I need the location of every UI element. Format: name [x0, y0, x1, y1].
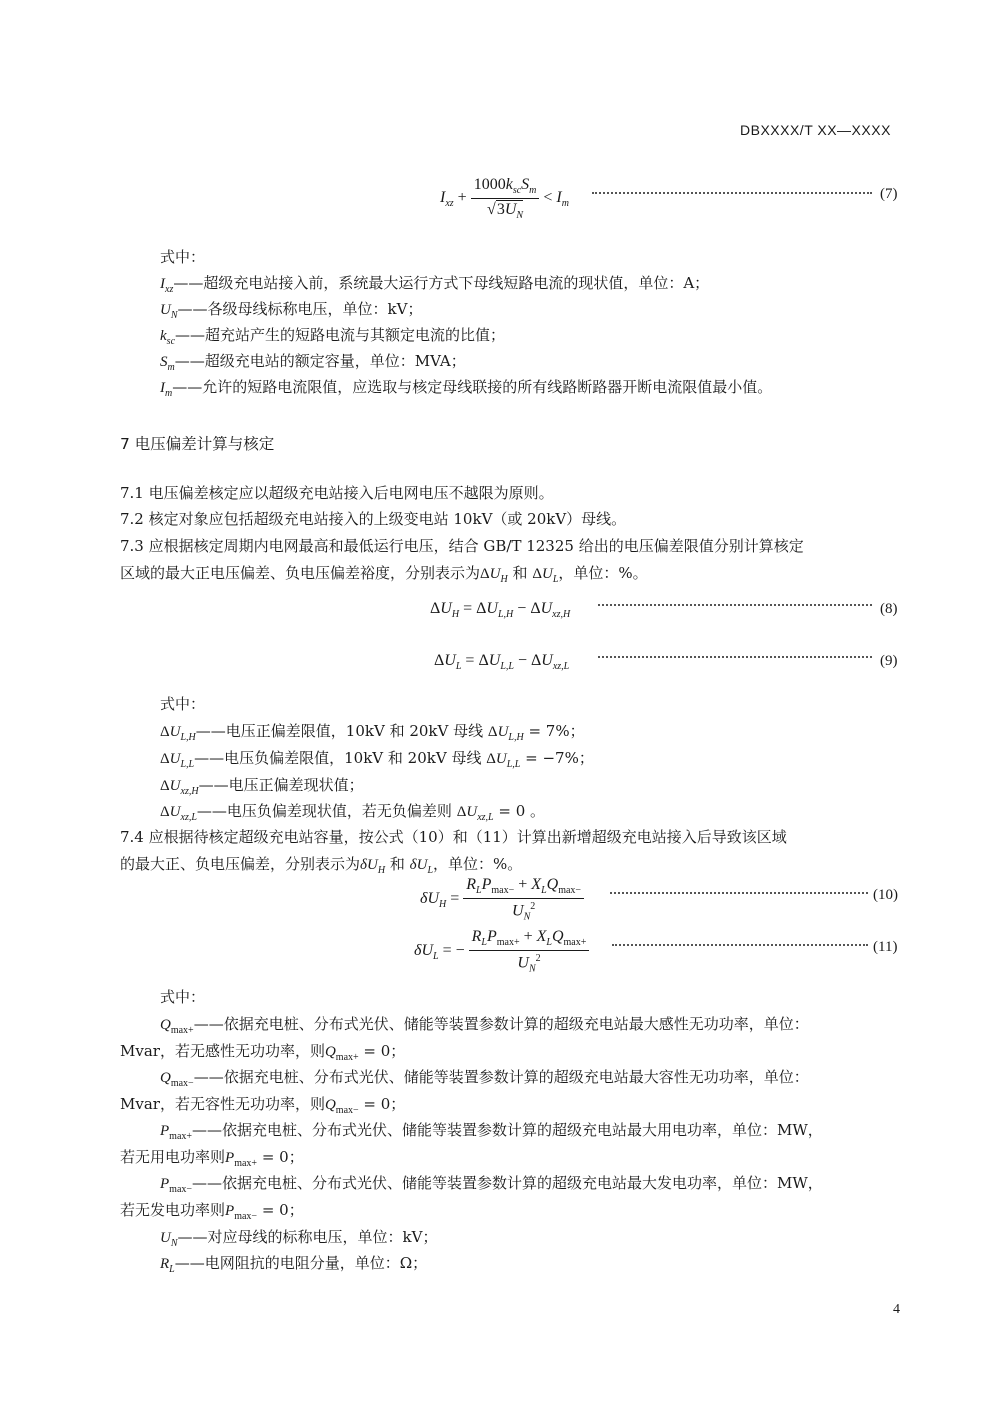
equation-9: $\Delta U_L = \Delta U_{L,L} - \Delta U_{xz,L}$ — [434, 652, 570, 672]
definition-pmax-plus-continued: 若无用电功率则$P_{max+} = 0$； — [120, 1148, 304, 1169]
clause-7-3-continued: 区域的最大正电压偏差、负电压偏差裕度，分别表示为$\Delta U_H$ 和 $\Delta U_L$，单位：%。 — [120, 564, 648, 585]
equation-number-8: (8) — [880, 601, 898, 617]
where-label: 式中： — [160, 695, 206, 713]
definition-pmax-plus: $P_{max+}——$依据充电桩、分布式光伏、储能等装置参数计算的超级充电站最大用电功率，单位：MW， — [160, 1121, 823, 1142]
section-heading: 7 电压偏差计算与核定 — [120, 435, 275, 453]
definition-sm: $S_m——$超级充电站的额定容量，单位：MVA； — [160, 352, 466, 373]
equation-number-9: (9) — [880, 653, 898, 669]
definition-dull: $\Delta U_{L,L}——$电压负偏差限值，10kV 和 20kV 母线 $\Delta U_{L,L} = -7\%$； — [160, 749, 594, 770]
equation-7: $I_{xz}$ + $\frac{1000k_{sc}S_m}{√3U_N}$ < $I_m$ — [440, 176, 569, 221]
document-code: DBXXXX/T XX—XXXX — [740, 122, 891, 138]
equation-8: $\Delta U_H = \Delta U_{L,H} - \Delta U_{xz,H}$ — [430, 600, 571, 620]
clause-7-3: 7.3 应根据核定周期内电网最高和最低运行电压，结合 GB/T 12325 给出的电压偏差限值分别计算核定 — [120, 537, 804, 555]
equation-leader — [592, 192, 872, 194]
clause-7-2: 7.2 核定对象应包括超级充电站接入的上级变电站 10kV（或 20kV）母线。 — [120, 510, 627, 528]
definition-qmax-minus-continued: Mvar，若无容性无功功率，则$Q_{max-} = 0$； — [120, 1095, 406, 1116]
definition-dulh: $\Delta U_{L,H}——$电压正偏差限值，10kV 和 20kV 母线 $\Delta U_{L,H} = 7\%$； — [160, 722, 585, 743]
equation-leader — [598, 604, 872, 606]
definition-ixz: $I_{xz}——$超级充电站接入前，系统最大运行方式下母线短路电流的现状值，单位：A； — [160, 274, 710, 295]
page-number: 4 — [893, 1302, 900, 1317]
equation-10: $\delta U_H$ = $\frac{R_LP_{max-} + X_LQ_{max-}}{U_N^2}$ — [420, 876, 584, 922]
clause-7-4-continued: 的最大正、负电压偏差，分别表示为$\delta U_H$ 和 $\delta U_L$，单位：%。 — [120, 855, 523, 876]
where-label: 式中： — [160, 988, 206, 1006]
definition-ksc: $k_{sc}——$超充站产生的短路电流与其额定电流的比值； — [160, 326, 506, 347]
clause-7-1: 7.1 电压偏差核定应以超级充电站接入后电网电压不越限为原则。 — [120, 484, 554, 502]
equation-number-7: (7) — [880, 186, 898, 202]
equation-leader — [612, 944, 868, 946]
definition-pmax-minus: $P_{max-}——$依据充电桩、分布式光伏、储能等装置参数计算的超级充电站最大发电功率，单位：MW， — [160, 1174, 823, 1195]
equation-leader — [610, 892, 868, 894]
clause-7-4: 7.4 应根据待核定超级充电站容量，按公式（10）和（11）计算出新增超级充电站接入后导致该区域 — [120, 828, 787, 846]
definition-qmax-minus: $Q_{max-}——$依据充电桩、分布式光伏、储能等装置参数计算的超级充电站最大容性无功功率，单位： — [160, 1068, 809, 1089]
definition-un-bus: $U_N——$对应母线的标称电压，单位：kV； — [160, 1228, 438, 1249]
equation-11: $\delta U_L$ = − $\frac{R_LP_{max+} + X_LQ_{max+}}{U_N^2}$ — [414, 928, 589, 974]
definition-pmax-minus-continued: 若无发电功率则$P_{max-} = 0$； — [120, 1201, 304, 1222]
definition-qmax-plus: $Q_{max+}——$依据充电桩、分布式光伏、储能等装置参数计算的超级充电站最大感性无功功率，单位： — [160, 1015, 809, 1036]
equation-number-11: (11) — [873, 939, 898, 955]
definition-duxzh: $\Delta U_{xz,H}——$电压正偏差现状值； — [160, 776, 364, 797]
definition-duxzl: $\Delta U_{xz,L}——$电压负偏差现状值，若无负偏差则 $\Delta U_{xz,L} = 0$ 。 — [160, 802, 546, 823]
definition-qmax-plus-continued: Mvar，若无感性无功功率，则$Q_{max+} = 0$； — [120, 1042, 406, 1063]
equation-number-10: (10) — [873, 887, 898, 903]
equation-leader — [598, 656, 872, 658]
where-label: 式中： — [160, 248, 206, 266]
definition-un: $U_N——$各级母线标称电压，单位：kV； — [160, 300, 423, 321]
definition-im: $I_m——$允许的短路电流限值，应选取与核定母线联接的所有线路断路器开断电流限值最小值。 — [160, 378, 773, 399]
definition-rl: $R_L——$电网阻抗的电阻分量，单位：Ω； — [160, 1254, 428, 1275]
